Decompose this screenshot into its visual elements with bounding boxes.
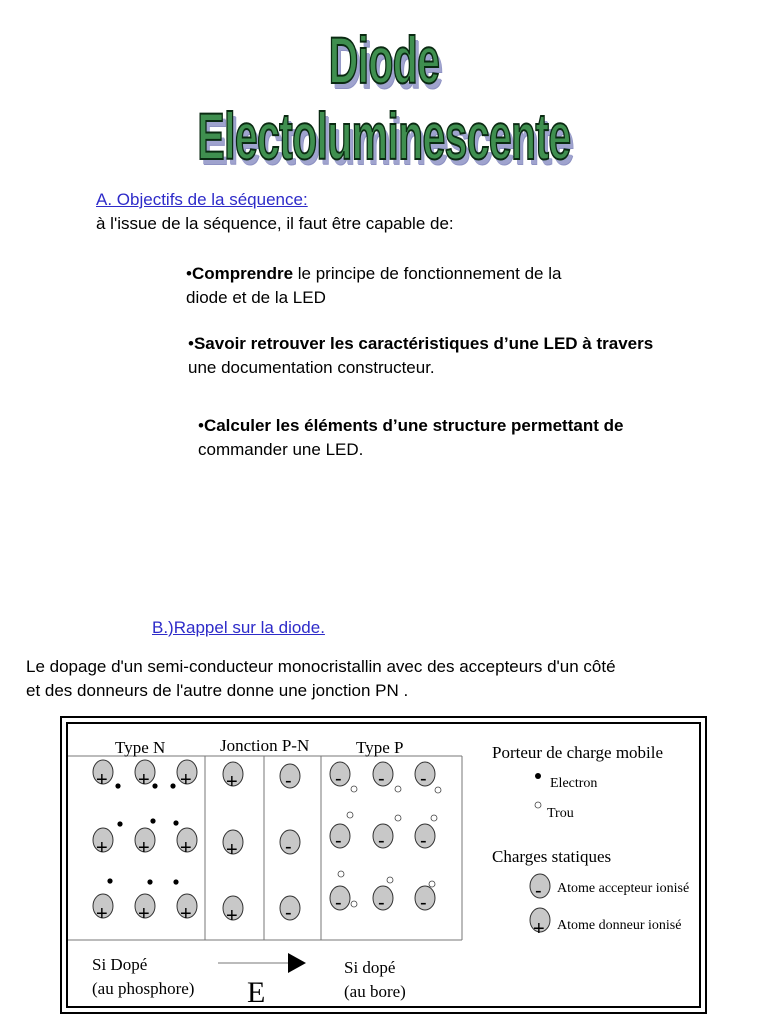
plus-sign: + (180, 903, 192, 925)
hole-circle (347, 812, 353, 818)
objective-1-text: le principe de fonctionnement de la (293, 264, 562, 283)
minus-sign: - (285, 902, 292, 924)
electron-dot (170, 783, 175, 788)
bullet-marker: • (198, 416, 204, 435)
right-region-label-1: Si dopé (344, 958, 396, 977)
electron-dot (107, 878, 112, 883)
plus-sign: + (96, 837, 108, 859)
plus-sign: + (138, 903, 150, 925)
plus-sign: + (226, 771, 238, 793)
plus-sign: + (180, 837, 192, 859)
right-region-label-2: (au bore) (344, 982, 406, 1001)
plus-sign: + (226, 839, 238, 861)
minus-sign: - (420, 768, 427, 790)
hole-circle (351, 786, 357, 792)
minus-sign: - (335, 830, 342, 852)
plus-sign: + (226, 905, 238, 927)
minus-sign: - (335, 892, 342, 914)
minus-sign: - (420, 830, 427, 852)
legend-electron-label: Electron (550, 776, 598, 791)
plus-sign: + (96, 769, 108, 791)
section-b-heading[interactable]: B.)Rappel sur la diode. (152, 618, 325, 637)
minus-sign: - (335, 768, 342, 790)
objective-3-line2: commander une LED. (198, 440, 364, 459)
minus-sign: - (378, 830, 385, 852)
label-type-n: Type N (115, 738, 166, 757)
label-type-p: Type P (356, 738, 404, 757)
label-jonction: Jonction P-N (220, 736, 310, 755)
objective-2-text: retrouver les caractéristiques d’une LED à travers (245, 334, 654, 353)
minus-sign: - (285, 770, 292, 792)
paragraph-line-1: Le dopage d'un semi-conducteur monocristallin avec des accepteurs d'un côté (26, 657, 616, 676)
left-region-label-2: (au phosphore) (92, 979, 195, 998)
electron-dot (150, 818, 155, 823)
objective-1-keyword: Comprendre (191, 264, 294, 283)
electron-dot (147, 879, 152, 884)
bullet-marker: • (186, 264, 192, 283)
objective-2-line2: une documentation constructeur. (188, 358, 435, 377)
objective-2-keyword: Savoir (193, 334, 246, 353)
legend-mobile-title: Porteur de charge mobile (492, 743, 664, 762)
minus-sign: - (378, 768, 385, 790)
section-a-heading[interactable]: A. Objectifs de la séquence: (96, 190, 308, 209)
legend-acceptor-label: Atome accepteur ionisé (557, 881, 690, 896)
hole-circle (351, 901, 357, 907)
left-region-label-1: Si Dopé (92, 955, 148, 974)
field-arrow-head (288, 953, 306, 973)
bullet-marker: • (188, 334, 194, 353)
hole-circle (395, 815, 401, 821)
section-a-intro: à l'issue de la séquence, il faut être capable de: (96, 214, 454, 233)
region-lines (68, 756, 462, 940)
paragraph-line-2: et des donneurs de l'autre donne une jonction PN . (26, 681, 409, 700)
plus-sign: + (138, 769, 150, 791)
legend-plus-sign: + (533, 918, 545, 940)
hole-circle (431, 815, 437, 821)
hole-circle (338, 871, 344, 877)
hole-circle (387, 877, 393, 883)
plus-sign: + (180, 769, 192, 791)
page-title: Diode Electoluminescente (197, 23, 571, 173)
hole-circle (395, 786, 401, 792)
legend-electron-dot (535, 773, 541, 779)
acceptor-atoms (280, 762, 435, 920)
plus-sign: + (138, 837, 150, 859)
objective-3-text: les éléments d’une structure permettant de (271, 416, 624, 435)
legend-minus-sign: - (535, 880, 542, 902)
plus-sign: + (96, 903, 108, 925)
electron-dot (173, 820, 178, 825)
electric-field-label: E (247, 976, 266, 1009)
minus-sign: - (378, 892, 385, 914)
hole-circle (435, 787, 441, 793)
minus-sign: - (420, 892, 427, 914)
donor-atoms (93, 760, 243, 920)
hole-circle (429, 881, 435, 887)
objective-3-keyword: Calculer (203, 416, 272, 435)
electron-dot (152, 783, 157, 788)
electron-dot (173, 879, 178, 884)
legend-hole-circle (535, 802, 541, 808)
electron-dot (117, 821, 122, 826)
electron-dot (115, 783, 120, 788)
legend-static-title: Charges statiques (492, 847, 612, 866)
objective-1-line2: diode et de la LED (186, 288, 326, 307)
minus-sign: - (285, 836, 292, 858)
legend-hole-label: Trou (547, 806, 574, 821)
legend-donor-label: Atome donneur ionisé (557, 918, 682, 933)
